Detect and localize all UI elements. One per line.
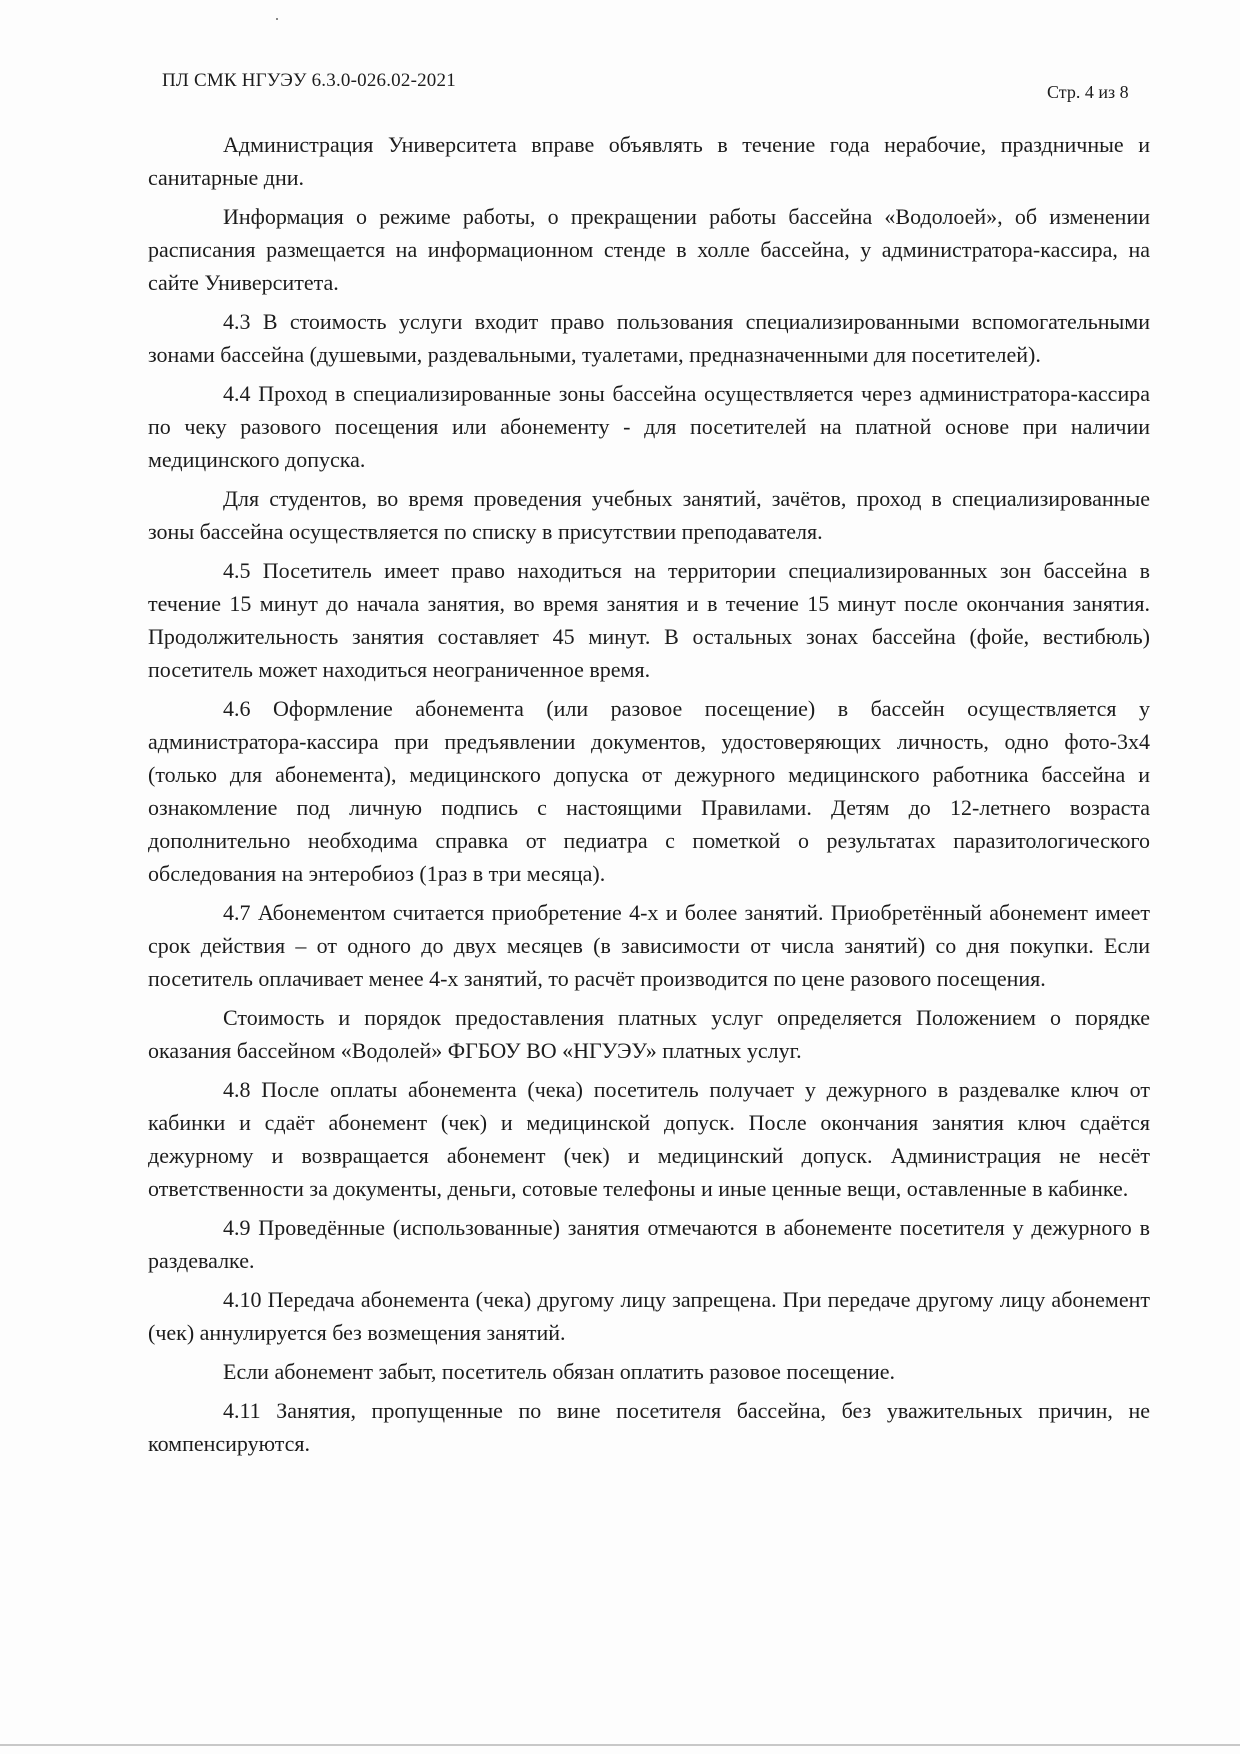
paragraph-4-9: 4.9 Проведённые (использованные) занятия отмечаются в абонементе посетителя у дежурного в раздевалке. bbox=[148, 1215, 1150, 1273]
paragraph-4-7: 4.7 Абонементом считается приобретение 4-х и более занятий. Приобретённый абонемент имеет срок действия – от одного до двух месяцев (в зависимости от числа занятий) со дня покупки. Если посетитель оплачивает менее 4-х занятий, то расчёт производится по цене разового посещения. bbox=[148, 900, 1150, 991]
paragraph: Администрация Университета вправе объявлять в течение года нерабочие, праздничные и санитарные дни. bbox=[148, 132, 1150, 190]
paragraph: Для студентов, во время проведения учебных занятий, зачётов, проход в специализированные зоны бассейна осуществляется по списку в присутствии преподавателя. bbox=[148, 486, 1150, 544]
paragraph: Стоимость и порядок предоставления платных услуг определяется Положением о порядке оказания бассейном «Водолей» ФГБОУ ВО «НГУЭУ» платных услуг. bbox=[148, 1005, 1150, 1063]
paragraph: Информация о режиме работы, о прекращении работы бассейна «Водолоей», об изменении расписания размещается на информационном стенде в холле бассейна, у администратора-кассира, на сайте Университета. bbox=[148, 204, 1150, 295]
paragraph-4-11: 4.11 Занятия, пропущенные по вине посетителя бассейна, без уважительных причин, не компенсируются. bbox=[148, 1398, 1150, 1456]
page-number: Стр. 4 из 8 bbox=[1047, 82, 1129, 102]
document-code: ПЛ СМК НГУЭУ 6.3.0-026.02-2021 bbox=[162, 70, 456, 91]
paragraph: Если абонемент забыт, посетитель обязан оплатить разовое посещение. bbox=[223, 1359, 896, 1384]
scan-speck bbox=[276, 18, 278, 20]
paragraph-4-10: 4.10 Передача абонемента (чека) другому лицу запрещена. При передаче другому лицу абонемент (чек) аннулируется без возмещения занятий. bbox=[148, 1287, 1150, 1345]
scan-edge-line bbox=[0, 1744, 1240, 1746]
paragraph-4-8: 4.8 После оплаты абонемента (чека) посетитель получает у дежурного в раздевалке ключ от кабинки и сдаёт абонемент (чек) и медицинской допуск. После окончания занятия ключ сдаётся дежурному и возвращается абонемент (чек) и медицинский допуск. Администрация не несёт ответственности за документы, деньги, сотовые телефоны и иные ценные вещи, оставленные в кабинке. bbox=[148, 1077, 1150, 1201]
paragraph-4-6: 4.6 Оформление абонемента (или разовое посещение) в бассейн осуществляется у администратора-кассира при предъявлении документов, удостоверяющих личность, одно фото-3х4 (только для абонемента), медицинского допуска от дежурного медицинского работника бассейна и ознакомление под личную подпись с настоящими Правилами. Детям до 12-летнего возраста дополнительно необходима справка от педиатра с пометкой о результатах паразитологического обследования на энтеробиоз (1раз в три месяца). bbox=[148, 696, 1150, 886]
paragraph-4-3: 4.3 В стоимость услуги входит право пользования специализированными вспомогательными зонами бассейна (душевыми, раздевальными, туалетами, предназначенными для посетителей). bbox=[148, 309, 1150, 367]
document-body bbox=[148, 128, 1150, 1466]
paragraph-4-5: 4.5 Посетитель имеет право находиться на территории специализированных зон бассейна в течение 15 минут до начала занятия, во время занятия и в течение 15 минут после окончания занятия. Продолжительность занятия составляет 45 минут. В остальных зонах бассейна (фойе, вестибюль) посетитель может находиться неограниченное время. bbox=[148, 558, 1150, 682]
paragraph-4-4: 4.4 Проход в специализированные зоны бассейна осуществляется через администратора-кассира по чеку разового посещения или абонементу - для посетителей на платной основе при наличии медицинского допуска. bbox=[148, 381, 1150, 472]
